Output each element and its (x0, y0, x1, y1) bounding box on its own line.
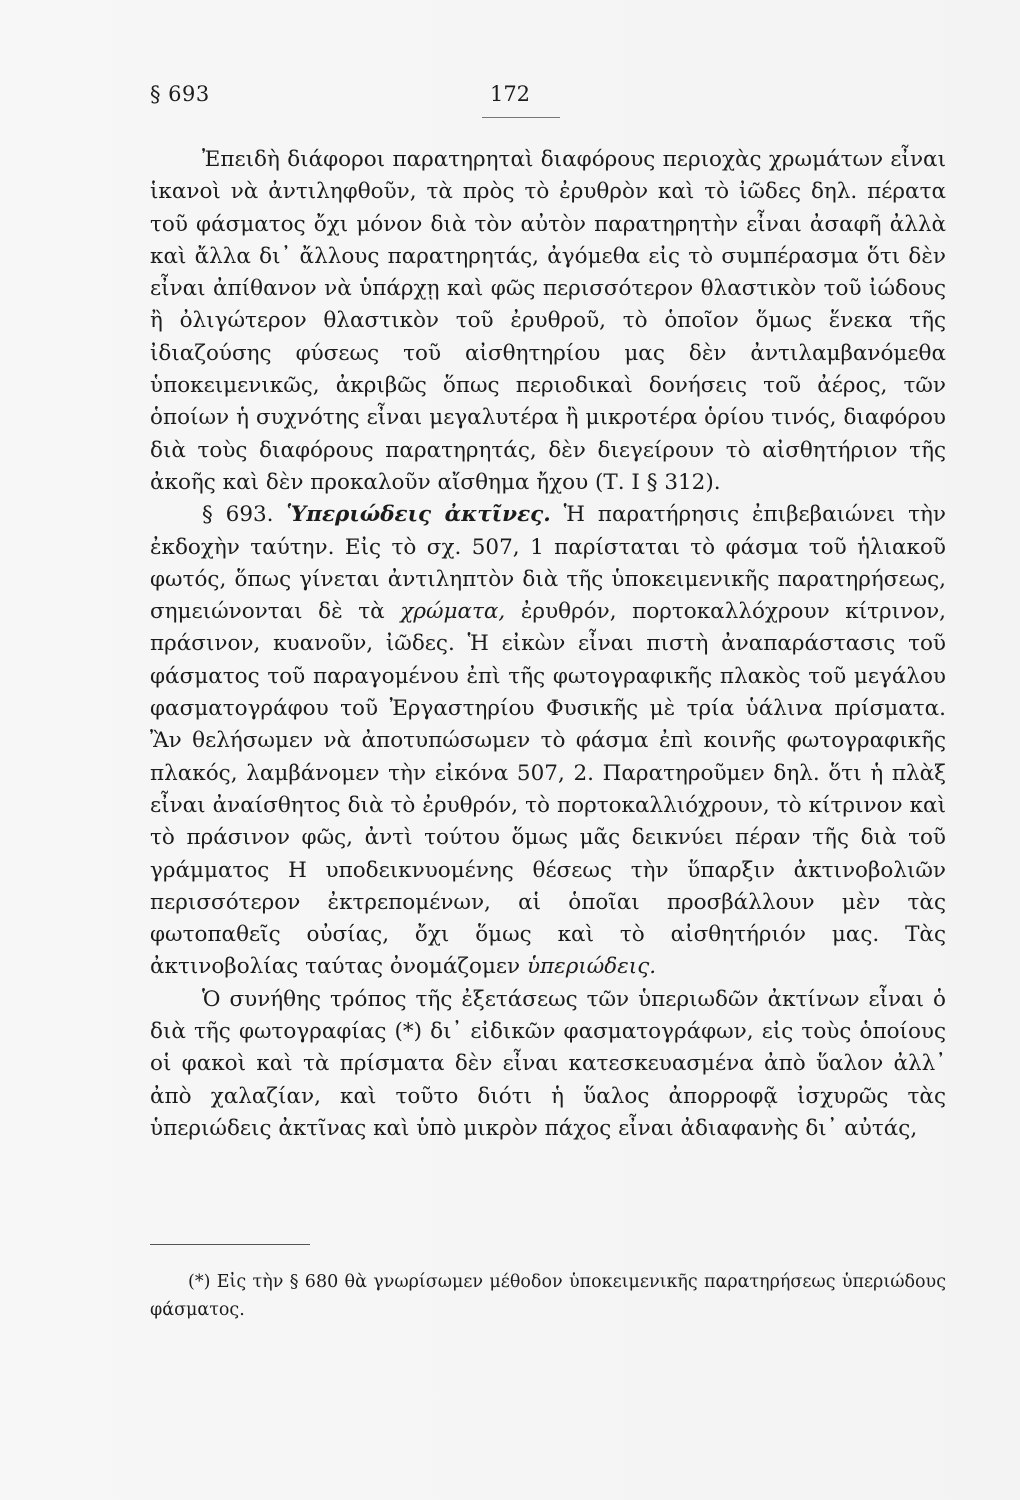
footnote-text: (*) Εἰς τὴν § 680 θὰ γνωρίσωμεν μέθοδον ὑποκειμενικῆς παρατηρήσεως ὑπεριώδους φάσματος. (150, 1272, 946, 1320)
footnote (150, 1268, 946, 1324)
footnote-rule (150, 1244, 310, 1245)
paragraph-2 (150, 499, 946, 983)
body-text (150, 144, 946, 1145)
paragraph-1: Ἐπειδὴ διάφοροι παρατηρηταὶ διαφόρους περιοχὰς χρωμάτων εἶναι ἱκανοὶ νὰ ἀντιληφθοῦν, τὰ πρὸς τὸ ἐρυθρὸν καὶ τὸ ἰῶδες δηλ. πέρατα τοῦ φάσματος ὄχι μόνον διὰ τὸν αὐτὸν παρατηρητὴν εἶναι ἀσαφῆ ἀλλὰ καὶ ἄλλα δι᾽ ἄλλους παρατηρητάς, ἀγόμεθα εἰς τὸ συμπέρασμα ὅτι δὲν εἶναι ἀπίθανον νὰ ὑπάρχῃ καὶ φῶς περισσότερον θλαστικὸν τοῦ ἰώδους ἢ ὀλιγώτερον θλαστικὸν τοῦ ἐρυθροῦ, τὸ ὁποῖον ὅμως ἕνεκα τῆς ἰδιαζούσης φύσεως τοῦ αἰσθητηρίου μας δὲν ἀντιλαμβανόμεθα ὑποκειμενικῶς, ἀκριβῶς ὅπως περιοδικαὶ δονήσεις τοῦ ἀέρος, τῶν ὁποίων ἡ συχνότης εἶναι μεγαλυτέρα ἢ μικροτέρα ὁρίου τινός, διαφόρου διὰ τοὺς διαφόρους παρατηρητάς, δὲν διεγείρουν τὸ αἰσθητήριον τῆς ἀκοῆς καὶ δὲν προκαλοῦν αἴσθημα ἤχου (Τ. Ι § 312). (150, 147, 946, 495)
emphasis-colours: χρώματα, (400, 599, 506, 625)
section-number: § 693. (202, 502, 274, 528)
emphasis-ultraviolet: ὑπεριώδεις. (526, 954, 657, 980)
running-header-section: § 693 (150, 82, 210, 106)
paragraph-2-text-b: ἐρυθρόν, πορτοκαλλόχρουν κίτρινον, πράσινον, κυανοῦν, ἰῶδες. Ἡ εἰκὼν εἶναι πιστὴ ἀναπαράστασις τοῦ φάσματος τοῦ παραγομένου ἐπὶ τῆς φωτογραφικῆς πλακὸς τοῦ μεγάλου φασματογράφου τοῦ Ἐργαστηρίου Φυσικῆς μὲ τρία ὑάλινα πρίσματα. Ἂν θελήσωμεν νὰ ἀποτυπώσωμεν τὸ φάσμα ἐπὶ κοινῆς φωτογραφικῆς πλακός, λαμβάνομεν τὴν εἰκόνα 507, 2. Παρατηροῦμεν δηλ. ὅτι ἡ πλὰξ εἶναι ἀναίσθητος διὰ τὸ ἐρυθρόν, τὸ πορτοκαλλιόχρουν, τὸ κίτρινον καὶ τὸ πράσινον φῶς, ἀντὶ τούτου ὅμως μᾶς δεικνύει πέραν τῆς διὰ τοῦ γράμματος Η υποδεικνυομένης θέσεως τὴν ὕπαρξιν ἀκτινοβολιῶν περισσότερον ἐκτρεπομένων, αἱ ὁποῖαι προσβάλλουν μὲν τὰς φωτοπαθεῖς οὐσίας, ὄχι ὅμως καὶ τὸ αἰσθητήριόν μας. Τὰς ἀκτινοβολίας ταύτας ὀνομάζομεν (150, 599, 947, 980)
paragraph-2-text-a: Ἡ παρατήρησις ἐπιβεβαιώνει τὴν ἐκδοχὴν ταύτην. Εἰς τὸ σχ. 507, 1 παρίσταται τὸ φάσμα τοῦ ἡλιακοῦ φωτός, ὅπως γίνεται ἀντιληπτὸν διὰ τῆς ὑποκειμενικῆς παρατηρήσεως, σημειώνονται δὲ τὰ (150, 502, 946, 625)
header-rule (482, 117, 560, 118)
section-title: Ὑπεριώδεις ἀκτῖνες. (286, 502, 551, 528)
paragraph-3: Ὁ συνήθης τρόπος τῆς ἐξετάσεως τῶν ὑπεριωδῶν ἀκτίνων εἶναι ὁ διὰ τῆς φωτογραφίας (*) δι᾽ εἰδικῶν φασματογράφων, εἰς τοὺς ὁποίους οἱ φακοὶ καὶ τὰ πρίσματα δὲν εἶναι κατεσκευασμένα ἀπὸ ὕαλον ἀλλ᾽ ἀπὸ χαλαζίαν, καὶ τοῦτο διότι ἡ ὕαλος ἀπορροφᾷ ἰσχυρῶς τὰς ὑπεριώδεις ἀκτῖνας καὶ ὑπὸ μικρὸν πάχος εἶναι ἀδιαφανὴς δι᾽ αὐτάς, (150, 986, 946, 1141)
page-number: 172 (489, 82, 531, 106)
